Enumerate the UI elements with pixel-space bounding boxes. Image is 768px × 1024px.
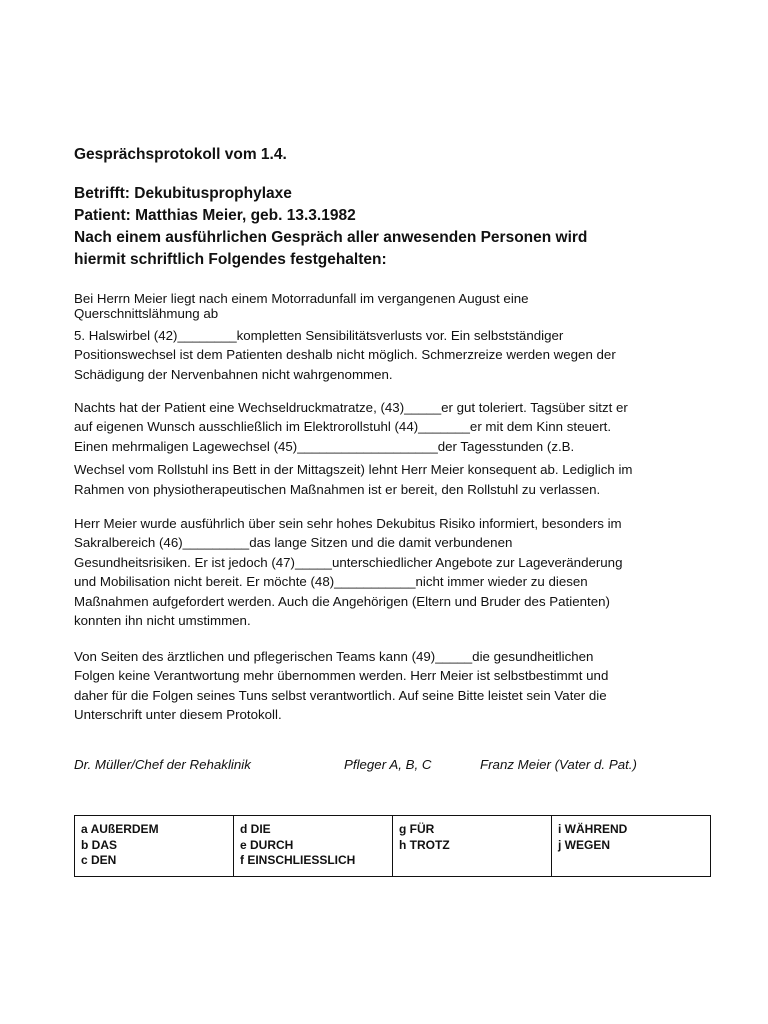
options-column [234,816,393,877]
text-line: daher für die Folgen seines Tuns selbst verantwortlich. Auf seine Bitte leistet sein Vater die [74,687,607,703]
text-line: Rahmen von physiotherapeutischen Maßnahmen ist er bereit, den Rollstuhl zu verlassen. [74,481,601,497]
option-f: f EINSCHLIESSLICH [240,853,356,867]
text-line: Bei Herrn Meier liegt nach einem Motorradunfall im vergangenen August eine [74,291,529,306]
text-line: Nachts hat der Patient eine Wechseldruckmatratze, (43)_____er gut toleriert. Tagsüber sitzt er [74,400,628,415]
paragraph-2 [74,398,632,499]
subject-line: Betrifft: Dekubitusprophylaxe [74,185,292,202]
text-line: konnten ihn nicht umstimmen. [74,613,251,629]
text-line: 5. Halswirbel (42)________kompletten Sensibilitätsverlusts vor. Ein selbstständiger [74,327,564,343]
paragraph-3 [74,514,622,630]
intro-line: Nach einem ausführlichen Gespräch aller anwesenden Personen wird [74,229,588,246]
option-c: c DEN [81,853,117,867]
text-line: Gesundheitsrisiken. Er ist jedoch (47)_____unterschiedlicher Angebote zur Lageveränderung [74,554,623,570]
signature-father: Franz Meier (Vater d. Pat.) [480,757,637,772]
paragraph-1 [74,289,616,384]
intro-line: hiermit schriftlich Folgendes festgehalten: [74,251,387,268]
option-j: j WEGEN [558,837,611,852]
text-line: Von Seiten des ärztlichen und pflegerischen Teams kann (49)_____die gesundheitlichen [74,649,594,664]
options-column [552,816,711,877]
signature-nurses: Pfleger A, B, C [344,757,432,772]
text-line: Sakralbereich (46)_________das lange Sitzen und die damit verbundenen [74,535,513,551]
option-d: d DIE [240,822,271,836]
text-line: Einen mehrmaligen Lagewechsel (45)___________________der Tagesstunden (z.B. [74,438,575,454]
option-e: e DURCH [240,837,294,852]
option-i: i WÄHREND [558,822,628,836]
text-line: Maßnahmen aufgefordert werden. Auch die Angehörigen (Eltern und Bruder des Patienten) [74,593,610,609]
answer-options-row [75,816,711,877]
text-line: Wechsel vom Rollstuhl ins Bett in der Mittagszeit) lehnt Herr Meier konsequent ab. Lediglich im [74,462,633,478]
protocol-header-block [74,183,587,271]
option-a: a AUßERDEM [81,822,159,836]
answer-options-table [74,815,711,877]
options-column [393,816,552,877]
text-line: auf eigenen Wunsch ausschließlich im Elektrorollstuhl (44)_______er mit dem Kinn steuert. [74,419,612,435]
text-line: Unterschrift unter diesem Protokoll. [74,707,282,723]
option-b: b DAS [81,837,117,852]
text-line: Herr Meier wurde ausführlich über sein sehr hohes Dekubitus Risiko informiert, besonders im [74,516,622,531]
options-column [75,816,234,877]
option-g: g FÜR [399,822,435,836]
option-h: h TROTZ [399,837,450,852]
text-line: Folgen keine Verantwortung mehr übernommen werden. Herr Meier ist selbstbestimmt und [74,668,609,684]
text-line: Querschnittslähmung ab [74,306,219,322]
patient-line: Patient: Matthias Meier, geb. 13.3.1982 [74,207,356,224]
signature-doctor: Dr. Müller/Chef der Rehaklinik [74,757,251,772]
text-line: Schädigung der Nervenbahnen nicht wahrgenommen. [74,366,393,382]
text-line: Positionswechsel ist dem Patienten deshalb nicht möglich. Schmerzreize werden wegen der [74,347,616,363]
text-line: und Mobilisation nicht bereit. Er möchte (48)___________nicht immer wieder zu diesen [74,574,588,590]
paragraph-4 [74,647,608,725]
protocol-heading: Gesprächsprotokoll vom 1.4. [74,146,287,163]
